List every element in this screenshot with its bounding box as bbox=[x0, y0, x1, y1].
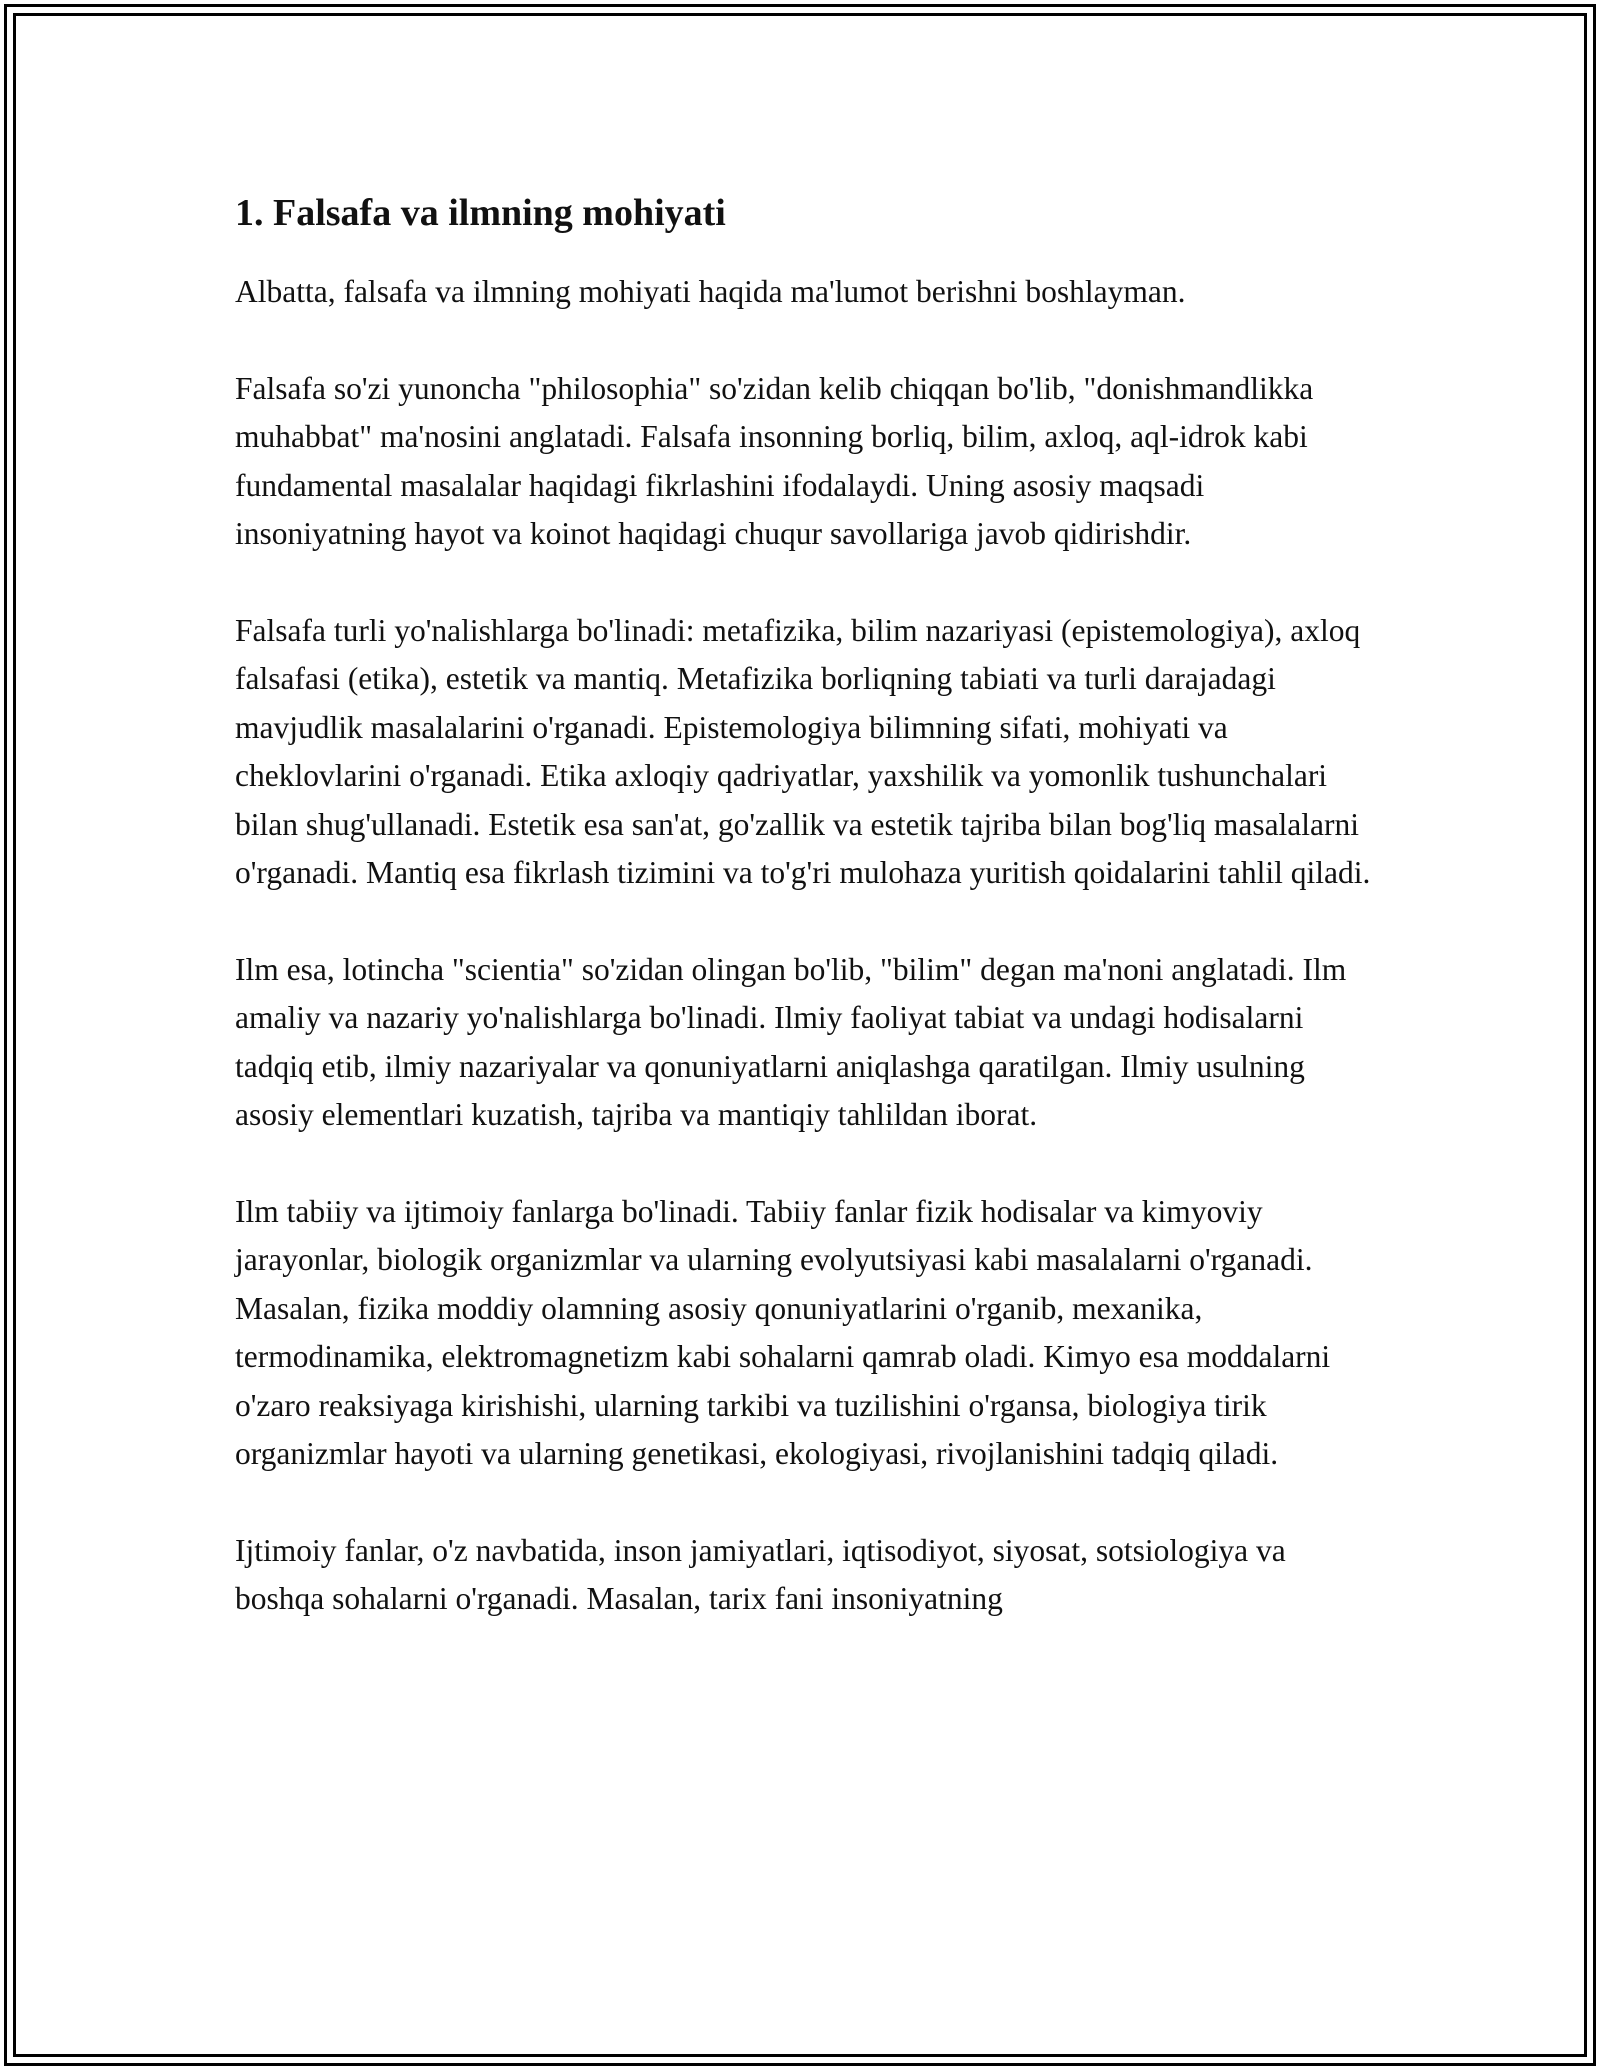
paragraph-philosophy-branches: Falsafa turli yo'nalishlarga bo'linadi: metafizika, bilim nazariyasi (epistemologiya), axloq falsafasi (etika), estetik va mantiq. Metafizika borliqning tabiati va turli darajadagi mavjudlik masalalarini o'rganadi. Epistemologiya bilimning sifati, mohiyati va cheklovlarini o'rganadi. Etika axloqiy qadriyatlar, yaxshilik va yomonlik tushunchalari bilan shug'ullanadi. Estetik esa san'at, go'zallik va estetik tajriba bilan bog'liq masalalarni o'rganadi. Mantiq esa fikrlash tizimini va to'g'ri mulohaza yuritish qoidalarini tahlil qiladi. bbox=[235, 612, 1371, 890]
paragraph-social-sciences: Ijtimoiy fanlar, o'z navbatida, inson jamiyatlari, iqtisodiyot, siyosat, sotsiologiya va boshqa sohalarni o'rganadi. Masalan, tarix fani insoniyatning bbox=[235, 1532, 1286, 1616]
section-title: 1. Falsafa va ilmning mohiyati bbox=[235, 192, 726, 234]
paragraph-science-definition: Ilm esa, lotincha "scientia" so'zidan olingan bo'lib, "bilim" degan ma'noni anglatadi. Ilm amaliy va nazariy yo'nalishlarga bo'linadi. Ilmiy faoliyat tabiat va undagi hodisalarni tadqiq etib, ilmiy nazariyalar va qonuniyatlarni aniqlashga qaratilgan. Ilmiy usulning asosiy elementlari kuzatish, tajriba va mantiqiy tahlildan iborat. bbox=[235, 951, 1347, 1132]
document-body bbox=[235, 188, 1375, 1672]
paragraph-philosophy-definition: Falsafa so'zi yunoncha "philosophia" so'zidan kelib chiqqan bo'lib, "donishmandlikka muhabbat" ma'nosini anglatadi. Falsafa insonning borliq, bilim, axloq, aql-idrok kabi fundamental masalalar haqidagi fikrlashini ifodalaydi. Uning asosiy maqsadi insoniyatning hayot va koinot haqidagi chuqur savollariga javob qidirishdir. bbox=[235, 370, 1314, 551]
paragraph-intro: Albatta, falsafa va ilmning mohiyati haqida ma'lumot berishni boshlayman. bbox=[235, 274, 1186, 309]
paragraph-natural-sciences: Ilm tabiiy va ijtimoiy fanlarga bo'linadi. Tabiiy fanlar fizik hodisalar va kimyoviy jarayonlar, biologik organizmlar va ularning evolyutsiyasi kabi masalalarni o'rganadi. Masalan, fizika moddiy olamning asosiy qonuniyatlarini o'rganib, mexanika, termodinamika, elektromagnetizm kabi sohalarni qamrab oladi. Kimyo esa moddalarni o'zaro reaksiyaga kirishishi, ularning tarkibi va tuzilishini o'rgansa, biologiya tirik organizmlar hayoti va ularning genetikasi, ekologiyasi, rivojlanishini tadqiq qiladi. bbox=[235, 1193, 1331, 1471]
